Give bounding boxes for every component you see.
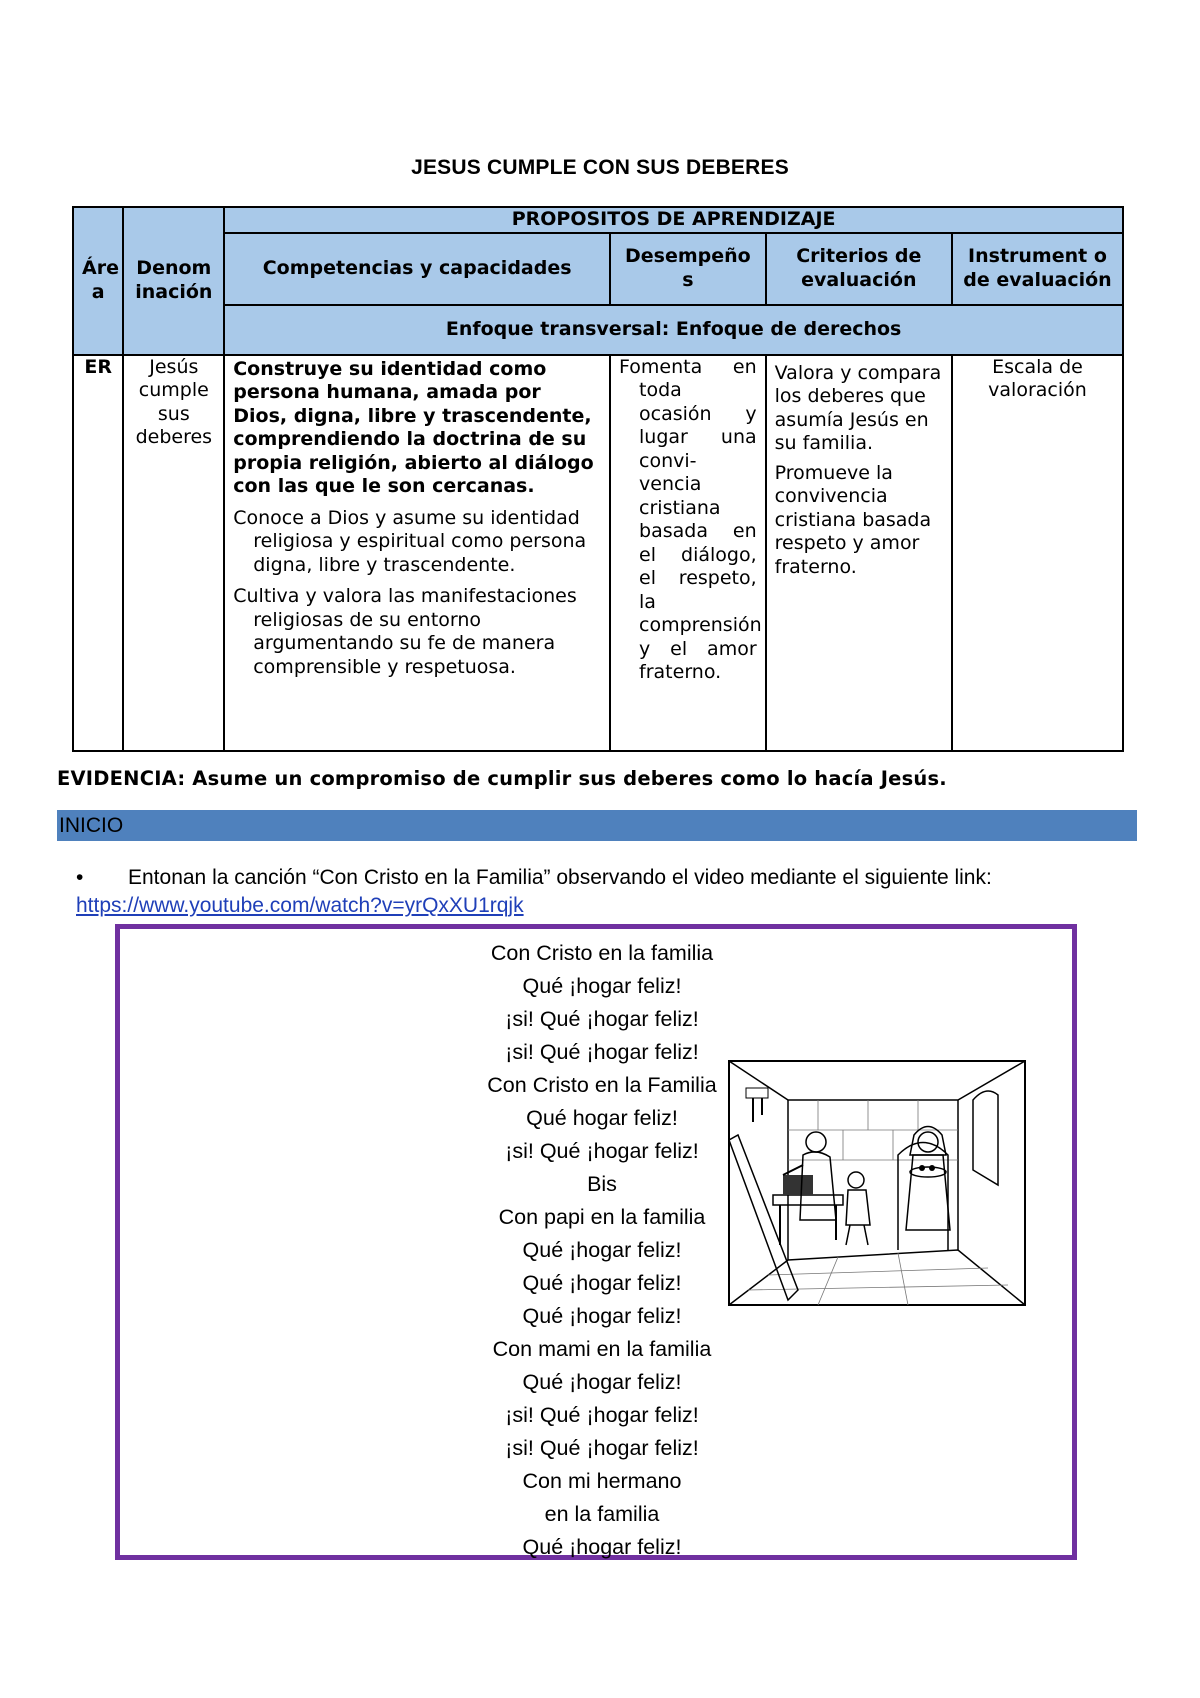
desempeno-text: Fomenta en toda ocasión y lugar una convi-vencia cristiana basada en el diálogo, el respeto, la comprensión y el amor fraterno.	[619, 355, 762, 683]
header-criterios: Criterios de evaluación	[766, 233, 952, 305]
criterio-1: Valora y compara los deberes que asumía Jesús en su familia.	[774, 361, 942, 454]
cell-desempeno	[610, 355, 766, 751]
header-propositos: PROPOSITOS DE APRENDIZAJE	[224, 207, 1123, 233]
lyric-line: Con mami en la familia	[492, 1337, 712, 1361]
cell-instrumento: Escala de valoración	[952, 355, 1123, 751]
youtube-link[interactable]: https://www.youtube.com/watch?v=yrQxXU1rqjk	[76, 894, 524, 917]
lyric-line: Qué ¡hogar feliz!	[522, 1238, 682, 1262]
header-area: Áre a	[73, 207, 123, 355]
cell-area: ER	[73, 355, 123, 751]
lyric-line: Bis	[587, 1172, 617, 1196]
section-bar-inicio	[57, 810, 1137, 841]
competencia-text: Construye su identidad como persona humana, amada por Dios, digna, libre y trascendente, comprendiendo la doctrina de su propia religión, abierto al diálogo con las que le son cercanas.	[233, 357, 594, 497]
lyric-line: Qué ¡hogar feliz!	[522, 1304, 682, 1328]
evidencia-text: EVIDENCIA: Asume un compromiso de cumplir sus deberes como lo hacía Jesús.	[57, 767, 947, 790]
cell-competencias	[224, 355, 610, 751]
lyric-line: ¡si! Qué ¡hogar feliz!	[505, 1007, 699, 1031]
lyric-line: Con Cristo en la familia	[490, 941, 714, 965]
lyric-line: Con Cristo en la Familia	[487, 1073, 717, 1097]
page-title: JESUS CUMPLE CON SUS DEBERES	[411, 156, 789, 179]
activity-line	[76, 866, 992, 890]
lyric-line: ¡si! Qué ¡hogar feliz!	[505, 1040, 699, 1064]
lyric-line: ¡si! Qué ¡hogar feliz!	[505, 1436, 699, 1460]
lyric-line: Con mi hermano	[522, 1469, 682, 1493]
capacidad-1: Conoce a Dios y asume su identidad religiosa y espiritual como persona digna, libre y trascendente.	[233, 506, 587, 576]
section-title: INICIO	[59, 814, 124, 837]
header-enfoque: Enfoque transversal: Enfoque de derechos	[224, 305, 1123, 355]
header-competencias: Competencias y capacidades	[224, 233, 610, 305]
header-desempenos: Desempeño s	[610, 233, 766, 305]
criterio-2: Promueve la convivencia cristiana basada respeto y amor fraterno.	[774, 461, 932, 578]
header-denominacion: Denom inación	[123, 207, 224, 355]
lyric-line: ¡si! Qué ¡hogar feliz!	[505, 1403, 699, 1427]
lyric-line: Con papi en la familia	[498, 1205, 706, 1229]
lyric-line: Qué ¡hogar feliz!	[522, 1271, 682, 1295]
bullet-icon: •	[76, 866, 84, 889]
lyric-line: Qué hogar feliz!	[526, 1106, 678, 1130]
header-instrumento: Instrument o de evaluación	[952, 233, 1123, 305]
lyric-line: Qué ¡hogar feliz!	[522, 974, 682, 998]
learning-plan-table	[72, 206, 1124, 752]
holy-family-workshop-illustration	[728, 1060, 1026, 1306]
activity-text: Entonan la canción “Con Cristo en la Familia” observando el video mediante el siguiente link:	[128, 866, 992, 889]
lyric-line: Qué ¡hogar feliz!	[522, 1370, 682, 1394]
lyric-line: Qué ¡hogar feliz!	[522, 1535, 682, 1559]
lyric-line: en la familia	[544, 1502, 660, 1526]
capacidad-2: Cultiva y valora las manifestaciones religiosas de su entorno argumentando su fe de manera comprensible y respetuosa.	[233, 585, 577, 678]
cell-denominacion: Jesús cumple sus deberes	[123, 355, 224, 751]
cell-criterios	[766, 355, 952, 751]
lyric-line: ¡si! Qué ¡hogar feliz!	[505, 1139, 699, 1163]
